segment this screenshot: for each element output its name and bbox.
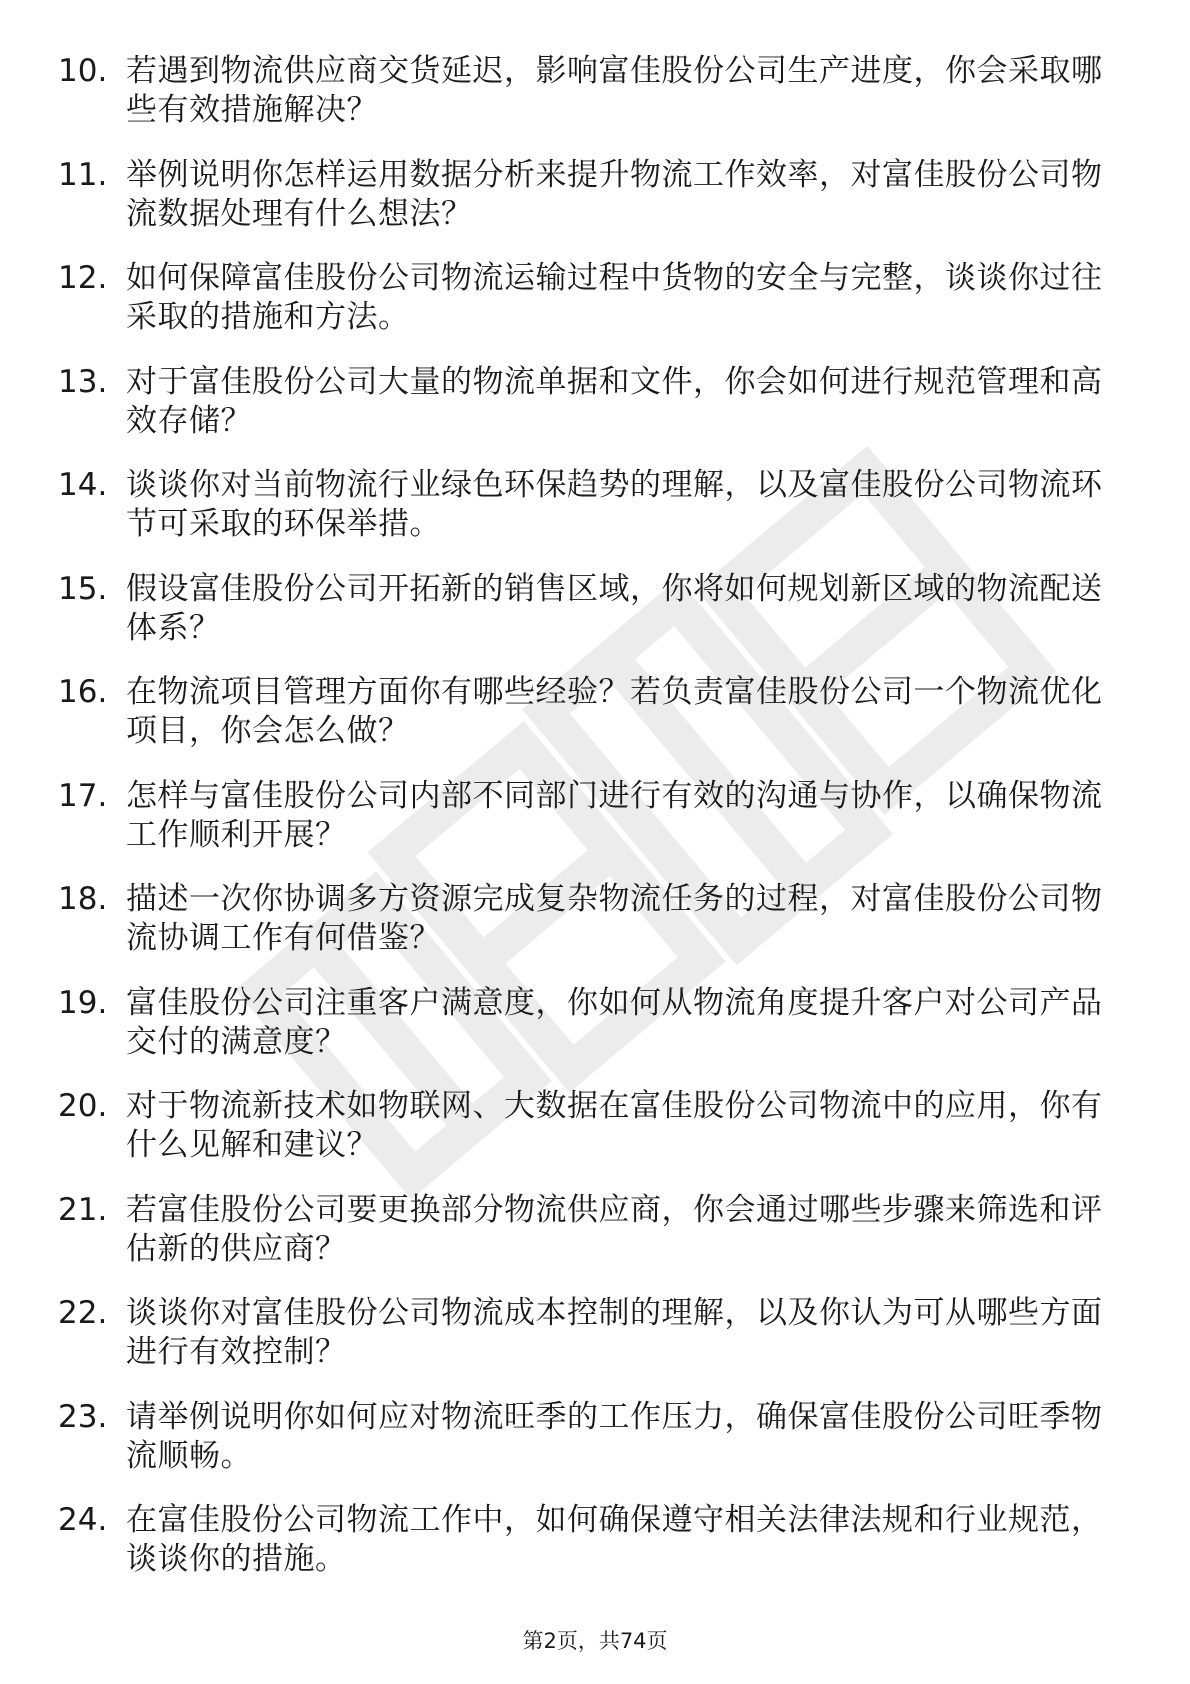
question-item — [58, 156, 1138, 260]
question-number: 15. — [58, 570, 108, 607]
question-text: 在物流项目管理方面你有哪些经验？若负责富佳股份公司一个物流优化项目，你会怎么做？ — [126, 674, 1103, 749]
question-item — [58, 1087, 1138, 1191]
question-item — [58, 52, 1138, 156]
question-item — [58, 880, 1138, 984]
question-number: 20. — [58, 1088, 108, 1124]
page-footer: 第2页，共74页 — [522, 1629, 668, 1653]
question-list — [58, 52, 1138, 1605]
question-item — [58, 259, 1138, 363]
question-text: 如何保障富佳股份公司物流运输过程中货物的安全与完整，谈谈你过往采取的措施和方法。 — [126, 260, 1103, 335]
question-item — [58, 673, 1138, 777]
question-text: 假设富佳股份公司开拓新的销售区域，你将如何规划新区域的物流配送体系？ — [126, 570, 1103, 646]
question-number: 22. — [58, 1295, 108, 1331]
question-number: 18. — [58, 881, 108, 917]
question-item — [58, 1294, 1138, 1398]
question-text: 在富佳股份公司物流工作中，如何确保遵守相关法律法规和行业规范，谈谈你的措施。 — [126, 1502, 1103, 1577]
question-text: 若富佳股份公司要更换部分物流供应商，你会通过哪些步骤来筛选和评估新的供应商？ — [126, 1191, 1103, 1267]
question-text: 举例说明你怎样运用数据分析来提升物流工作效率，对富佳股份公司物流数据处理有什么想法？ — [126, 156, 1103, 232]
question-item — [58, 1191, 1138, 1295]
question-text: 谈谈你对富佳股份公司物流成本控制的理解，以及你认为可从哪些方面进行有效控制？ — [126, 1295, 1103, 1370]
question-item — [58, 1501, 1138, 1605]
question-number: 13. — [58, 363, 108, 400]
question-number: 11. — [58, 156, 108, 193]
question-item — [58, 984, 1138, 1088]
question-number: 24. — [58, 1502, 108, 1538]
question-number: 21. — [58, 1191, 108, 1228]
question-number: 19. — [58, 984, 108, 1021]
question-text: 请举例说明你如何应对物流旺季的工作压力，确保富佳股份公司旺季物流顺畅。 — [126, 1398, 1103, 1474]
question-number: 10. — [58, 53, 108, 89]
question-text: 对于物流新技术如物联网、大数据在富佳股份公司物流中的应用，你有什么见解和建议？ — [126, 1088, 1103, 1163]
question-number: 12. — [58, 260, 108, 296]
question-item — [58, 777, 1138, 881]
question-number: 16. — [58, 674, 108, 710]
question-number: 17. — [58, 777, 108, 814]
question-text: 对于富佳股份公司大量的物流单据和文件，你会如何进行规范管理和高效存储？ — [126, 363, 1103, 439]
question-text: 怎样与富佳股份公司内部不同部门进行有效的沟通与协作，以确保物流工作顺利开展？ — [126, 777, 1103, 853]
question-item — [58, 1398, 1138, 1502]
question-text: 若遇到物流供应商交货延迟，影响富佳股份公司生产进度，你会采取哪些有效措施解决？ — [126, 53, 1103, 128]
question-item — [58, 570, 1138, 674]
question-item — [58, 363, 1138, 467]
question-text: 富佳股份公司注重客户满意度，你如何从物流角度提升客户对公司产品交付的满意度？ — [126, 984, 1103, 1060]
question-number: 23. — [58, 1398, 108, 1435]
question-number: 14. — [58, 467, 108, 503]
question-item — [58, 466, 1138, 570]
question-text: 描述一次你协调多方资源完成复杂物流任务的过程，对富佳股份公司物流协调工作有何借鉴？ — [126, 881, 1103, 956]
question-text: 谈谈你对当前物流行业绿色环保趋势的理解，以及富佳股份公司物流环节可采取的环保举措。 — [126, 467, 1103, 542]
